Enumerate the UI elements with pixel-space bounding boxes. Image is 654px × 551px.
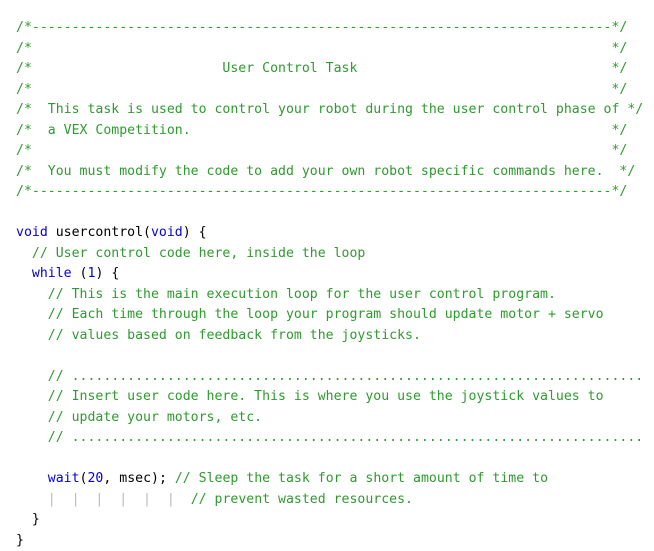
code-token — [16, 266, 32, 281]
code-token: // ........................................................................ — [16, 369, 643, 384]
code-line — [16, 326, 654, 347]
code-line — [16, 121, 654, 142]
code-token: } — [16, 533, 24, 548]
code-token: /*-------------------------------------------------------------------------*/ — [16, 184, 627, 199]
code-line — [16, 428, 654, 449]
code-line — [16, 182, 654, 203]
code-line — [16, 490, 654, 511]
code-token — [16, 471, 48, 486]
code-line — [16, 531, 654, 551]
code-line — [16, 18, 654, 39]
code-line — [16, 80, 654, 101]
code-token: void — [151, 225, 183, 240]
code-line — [16, 100, 654, 121]
code-token: 20 — [87, 471, 103, 486]
code-line — [16, 264, 654, 285]
code-token: // This is the main execution loop for the user control program. — [16, 287, 556, 302]
code-token: /* */ — [16, 41, 627, 56]
code-token: while — [32, 266, 72, 281]
code-token: usercontrol( — [48, 225, 151, 240]
code-token: // prevent wasted resources. — [191, 492, 413, 507]
code-token: ) { — [95, 266, 119, 281]
code-line — [16, 203, 654, 224]
code-token: 1 — [87, 266, 95, 281]
code-line — [16, 510, 654, 531]
code-line — [16, 346, 654, 367]
code-line — [16, 244, 654, 265]
code-token: /* */ — [16, 82, 627, 97]
code-token: // Insert user code here. This is where you use the joystick values to — [16, 389, 604, 404]
code-token: /* a VEX Competition. */ — [16, 123, 627, 138]
code-line — [16, 39, 654, 60]
code-token: // ........................................................................ — [16, 430, 643, 445]
code-token: void — [16, 225, 48, 240]
code-line — [16, 305, 654, 326]
code-token: // Sleep the task for a short amount of time to — [175, 471, 548, 486]
code-token: } — [16, 512, 40, 527]
code-token: , msec); — [103, 471, 174, 486]
code-line — [16, 141, 654, 162]
code-token: // User control code here, inside the loop — [16, 246, 365, 261]
code-token: /* User Control Task */ — [16, 61, 627, 76]
code-token: // values based on feedback from the joysticks. — [16, 328, 421, 343]
code-token: | | | | | | — [48, 492, 191, 507]
code-line — [16, 408, 654, 429]
code-token: ( — [80, 471, 88, 486]
code-token: // Each time through the loop your program should update motor + servo — [16, 307, 604, 322]
code-token: /*-------------------------------------------------------------------------*/ — [16, 20, 627, 35]
code-line — [16, 367, 654, 388]
code-token — [16, 492, 48, 507]
code-line — [16, 469, 654, 490]
code-line — [16, 59, 654, 80]
code-token: /* You must modify the code to add your own robot specific commands here. */ — [16, 164, 635, 179]
code-line — [16, 387, 654, 408]
code-token: wait — [48, 471, 80, 486]
code-token: ( — [72, 266, 88, 281]
code-line — [16, 223, 654, 244]
code-line — [16, 162, 654, 183]
code-token: /* This task is used to control your robot during the user control phase of */ — [16, 102, 643, 117]
code-text-area[interactable] — [16, 18, 654, 551]
code-line — [16, 285, 654, 306]
code-token: ) { — [183, 225, 207, 240]
code-line — [16, 449, 654, 470]
code-token: // update your motors, etc. — [16, 410, 262, 425]
code-token: /* */ — [16, 143, 627, 158]
